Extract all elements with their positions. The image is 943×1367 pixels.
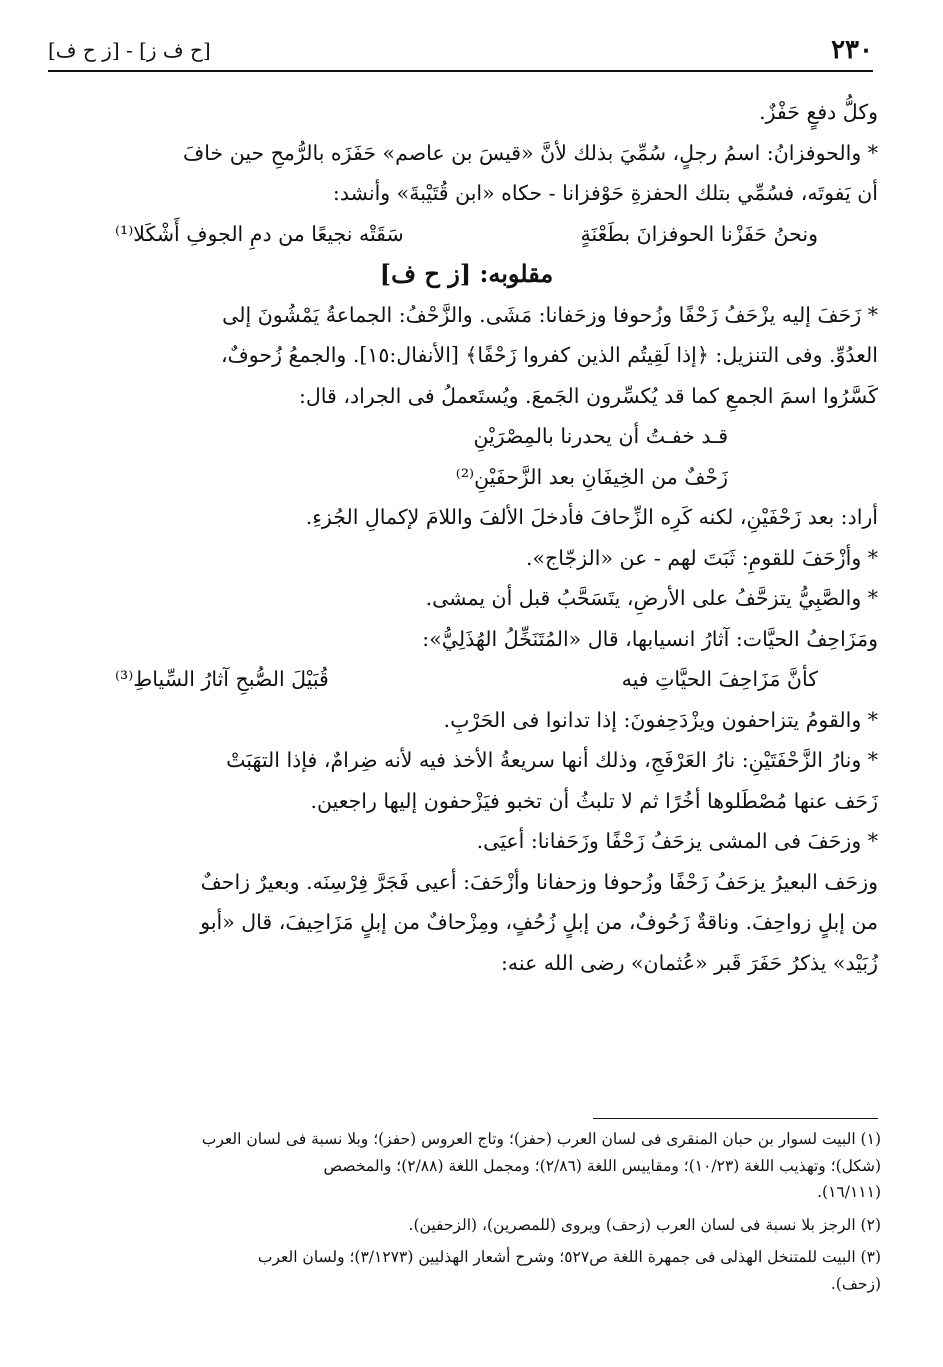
page-header <box>48 30 873 72</box>
running-head: [ح ف ز] - [ز ح ف] <box>48 38 211 62</box>
verse-first-hemistich: ونحنُ حَفَزْنا الحوفزانَ بطَعْنَةٍ <box>580 221 818 246</box>
text-line: وكلُّ دفعٍ حَفْزٌ. <box>759 100 878 124</box>
text-line: * والصَّبِيُّ يتزحَّفُ على الأرضِ، يتَسَحَّبُ قبل أن يمشى. <box>425 586 878 610</box>
text-line: ومَزَاحِفُ الحيَّات: آثارُ انسيابها، قال «المُتَنَخِّلُ الهُذَلِيُّ»: <box>422 626 878 651</box>
text-line: * والحوفزانُ: اسمُ رجلٍ، سُمِّيَ بذلك لأنَّ «قيسَ بن عاصم» حَفَزَه بالرُّمحِ حين خافَ <box>183 140 878 165</box>
rajaz-line: قـد خفـتُ أن يحدرنا بالمِصْرَيْنِ <box>473 424 728 448</box>
text-line: وزحَف البعيرُ يزحَفُ زَحْفًا وزُحوفا وزحفانا وأزْحَفَ: أعيى فَجَرَّ فِرْسِنَه. وبعيرٌ زاحفٌ <box>200 869 878 894</box>
text-line: زُبَيْد» يذكرُ حَفَرَ قَبر «عُثمان» رضى الله عنه: <box>501 950 878 975</box>
text-line: كَسَّرُوا اسمَ الجمعِ كما قد يُكسِّرون الجَمعَ. ويُستَعملُ فى الجراد، قال: <box>298 383 878 408</box>
verse-second-hemistich: سَقَتْه نجيعًا من دمِ الجوفِ أَشْكَلا⁽¹⁾ <box>115 221 404 246</box>
footnote-line: (٣) البيت للمتنخل الهذلى فى جمهرة اللغة ص٥٢٧؛ وشرح أشعار الهذليين (٣/١٢٧٣)؛ ولسان العرب <box>257 1248 881 1266</box>
footnote-line: (شكل)؛ وتهذيب اللغة (١٠/٢٣)؛ ومقاييس اللغة (٢/٨٦)؛ ومجمل اللغة (٢/٨٨)؛ والمخصص <box>323 1156 881 1175</box>
verse-second-hemistich: قُبَيْلَ الصُّبحِ آثارُ السِّياطِ⁽³⁾ <box>115 667 329 691</box>
footnotes <box>55 1126 881 1297</box>
footnote-line: (١) البيت لسوار بن حبان المنقرى فى لسان العرب (حفز)؛ وتاج العروس (حفز)؛ وبلا نسبة فى لسان العرب <box>201 1130 881 1148</box>
text-line: العدُوِّ. وفى التنزيل: ﴿إذا لَقِيتُم الذين كفروا زَحْفًا﴾ [الأنفال:١٥]. والجمعُ زُحوفٌ، <box>220 343 878 367</box>
main-text <box>55 92 878 983</box>
footnote-divider <box>593 1118 878 1119</box>
text-line: زَحَف عنها مُصْطَلوها أخُرًا ثم لا تلبثُ أن تخبو فيَزْحفون إليها راجعين. <box>310 788 878 813</box>
text-line: * والقومُ يتزاحفون ويزْدَحِفونَ: إذا تدانوا فى الحَرْبِ. <box>443 707 878 732</box>
section-heading: مقلوبه: [ز ح ف] <box>379 259 554 288</box>
text-line: * زَحَفَ إليه يزْحَفُ زَحْفًا وزُحوفا وزحَفانا: مَشَى. والزَّحْفُ: الجماعةُ يَمْشُونَ إلى <box>222 302 878 327</box>
poem-verse <box>55 659 878 700</box>
rajaz-line: زَحْفٌ من الخِيفَانِ بعد الزَّحفَيْنِ⁽²⁾ <box>455 464 728 489</box>
text-line: * وأزْحَفَ للقومِ: ثَبَتَ لهم - عن «الزجّاج». <box>526 545 878 570</box>
footnote-line: (١٦/١١١). <box>817 1183 881 1201</box>
text-line: * وزحَفَ فى المشى يزحَفُ زَحْفًا وزَحَفانا: أعيَى. <box>476 829 878 853</box>
text-line: * ونارُ الزَّحْفَتَيْنِ: نارُ العَرْفَجِ، وذلك أنها سريعةُ الأخذ فيه لأنه ضِرامٌ، فإذا التهَبَتْ <box>226 748 878 772</box>
text-line: من إبلٍ زواحِفَ. وناقةٌ زَحُوفٌ، من إبلٍ زُحُفٍ، ومِزْحافٌ من إبلٍ مَزَاحِيفَ، قال «أبو <box>200 910 878 934</box>
footnote-line: (زحف). <box>830 1274 881 1293</box>
poem-verse <box>55 214 878 255</box>
footnote-3 <box>55 1244 881 1297</box>
text-line: أن يَفوتَه، فسُمِّي بتلك الحفزةِ حَوْفزانا - حكاه «ابن قُتَيْبةَ» وأنشد: <box>332 181 878 205</box>
footnote-line: (٢) الرجز بلا نسبة فى لسان العرب (زحف) ويروى (للمصرين)، (الزحفين). <box>408 1215 881 1234</box>
page-number: ٢٣٠ <box>831 35 873 65</box>
verse-first-hemistich: كأنَّ مَزَاحِفَ الحيَّاتِ فيه <box>621 667 818 691</box>
footnote-2 <box>55 1212 881 1239</box>
footnote-1 <box>55 1126 881 1206</box>
text-line: أراد: بعد زَحْفَيْنِ، لكنه كَرِه الزِّحافَ فأدخلَ الألفَ واللامَ لإكمالِ الجُزءِ. <box>305 505 878 529</box>
